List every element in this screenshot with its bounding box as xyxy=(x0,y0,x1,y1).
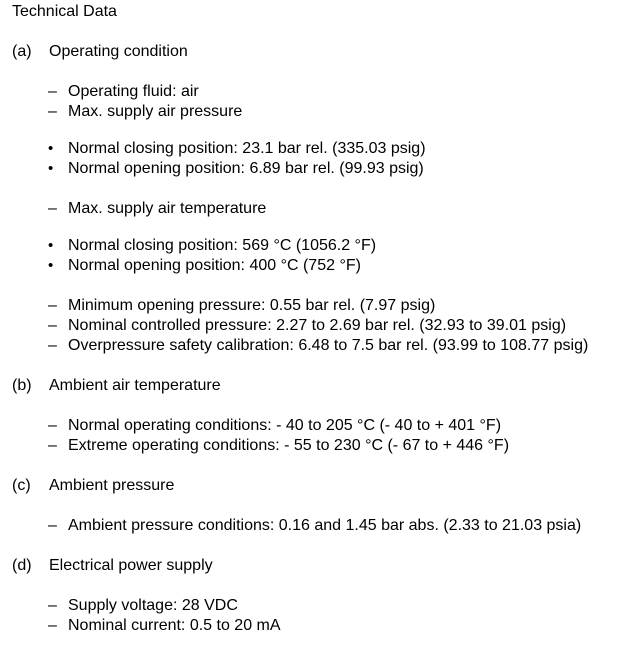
list-item-text: Operating fluid: air xyxy=(68,83,199,100)
list-item-text: Normal opening position: 400 °C (752 °F) xyxy=(68,257,361,274)
section-heading-text: Electrical power supply xyxy=(49,557,213,574)
list-item xyxy=(48,102,242,122)
list-item-text: Normal closing position: 23.1 bar rel. (335.03 psig) xyxy=(68,140,426,157)
list-item xyxy=(48,596,238,616)
list-item-text: Overpressure safety calibration: 6.48 to 7.5 bar rel. (93.99 to 108.77 psig) xyxy=(68,337,589,354)
dash-marker: – xyxy=(48,597,57,614)
dash-marker: – xyxy=(48,103,57,120)
dash-marker: – xyxy=(48,337,57,354)
dash-marker: – xyxy=(48,437,57,454)
page-title: Technical Data xyxy=(12,3,117,20)
section-heading-ambient-air-temperature xyxy=(12,376,221,396)
list-item-text: Nominal current: 0.5 to 20 mA xyxy=(68,617,281,634)
list-item xyxy=(48,316,566,336)
list-item xyxy=(48,436,509,456)
dash-marker: – xyxy=(48,617,57,634)
list-item-text: Minimum opening pressure: 0.55 bar rel. (7.97 psig) xyxy=(68,297,436,314)
section-heading-ambient-pressure xyxy=(12,476,174,496)
list-item-text: Nominal controlled pressure: 2.27 to 2.69 bar rel. (32.93 to 39.01 psig) xyxy=(68,317,567,334)
list-item xyxy=(48,199,266,219)
bullet-marker: • xyxy=(48,140,54,157)
list-item-text: Normal operating conditions: - 40 to 205 °C (- 40 to + 401 °F) xyxy=(68,417,502,434)
dash-marker: – xyxy=(48,517,57,534)
section-heading-text: Operating condition xyxy=(49,43,188,60)
list-item xyxy=(48,296,435,316)
section-heading-operating-condition xyxy=(12,42,188,62)
bullet-marker: • xyxy=(48,160,54,177)
list-item xyxy=(48,616,281,636)
section-marker: (a) xyxy=(12,43,32,60)
list-item-text: Normal closing position: 569 °C (1056.2 °F) xyxy=(68,237,377,254)
list-item xyxy=(48,159,424,179)
list-item xyxy=(48,416,501,436)
dash-marker: – xyxy=(48,83,57,100)
list-item xyxy=(48,336,588,356)
section-marker: (c) xyxy=(12,477,31,494)
list-item-text: Max. supply air temperature xyxy=(68,200,267,217)
list-item xyxy=(48,139,426,159)
list-item xyxy=(48,516,581,536)
list-item-text: Ambient pressure conditions: 0.16 and 1.45 bar abs. (2.33 to 21.03 psia) xyxy=(68,517,582,534)
list-item xyxy=(48,256,361,276)
dash-marker: – xyxy=(48,200,57,217)
bullet-marker: • xyxy=(48,237,54,254)
list-item-text: Supply voltage: 28 VDC xyxy=(68,597,238,614)
section-heading-electrical-power-supply xyxy=(12,556,213,576)
list-item-text: Max. supply air pressure xyxy=(68,103,243,120)
dash-marker: – xyxy=(48,297,57,314)
section-heading-text: Ambient air temperature xyxy=(49,377,221,394)
section-marker: (d) xyxy=(12,557,32,574)
list-item xyxy=(48,236,376,256)
dash-marker: – xyxy=(48,417,57,434)
section-marker: (b) xyxy=(12,377,32,394)
dash-marker: – xyxy=(48,317,57,334)
section-heading-text: Ambient pressure xyxy=(49,477,175,494)
list-item-text: Extreme operating conditions: - 55 to 230 °C (- 67 to + 446 °F) xyxy=(68,437,510,454)
list-item-text: Normal opening position: 6.89 bar rel. (99.93 psig) xyxy=(68,160,424,177)
bullet-marker: • xyxy=(48,257,54,274)
list-item xyxy=(48,82,199,102)
